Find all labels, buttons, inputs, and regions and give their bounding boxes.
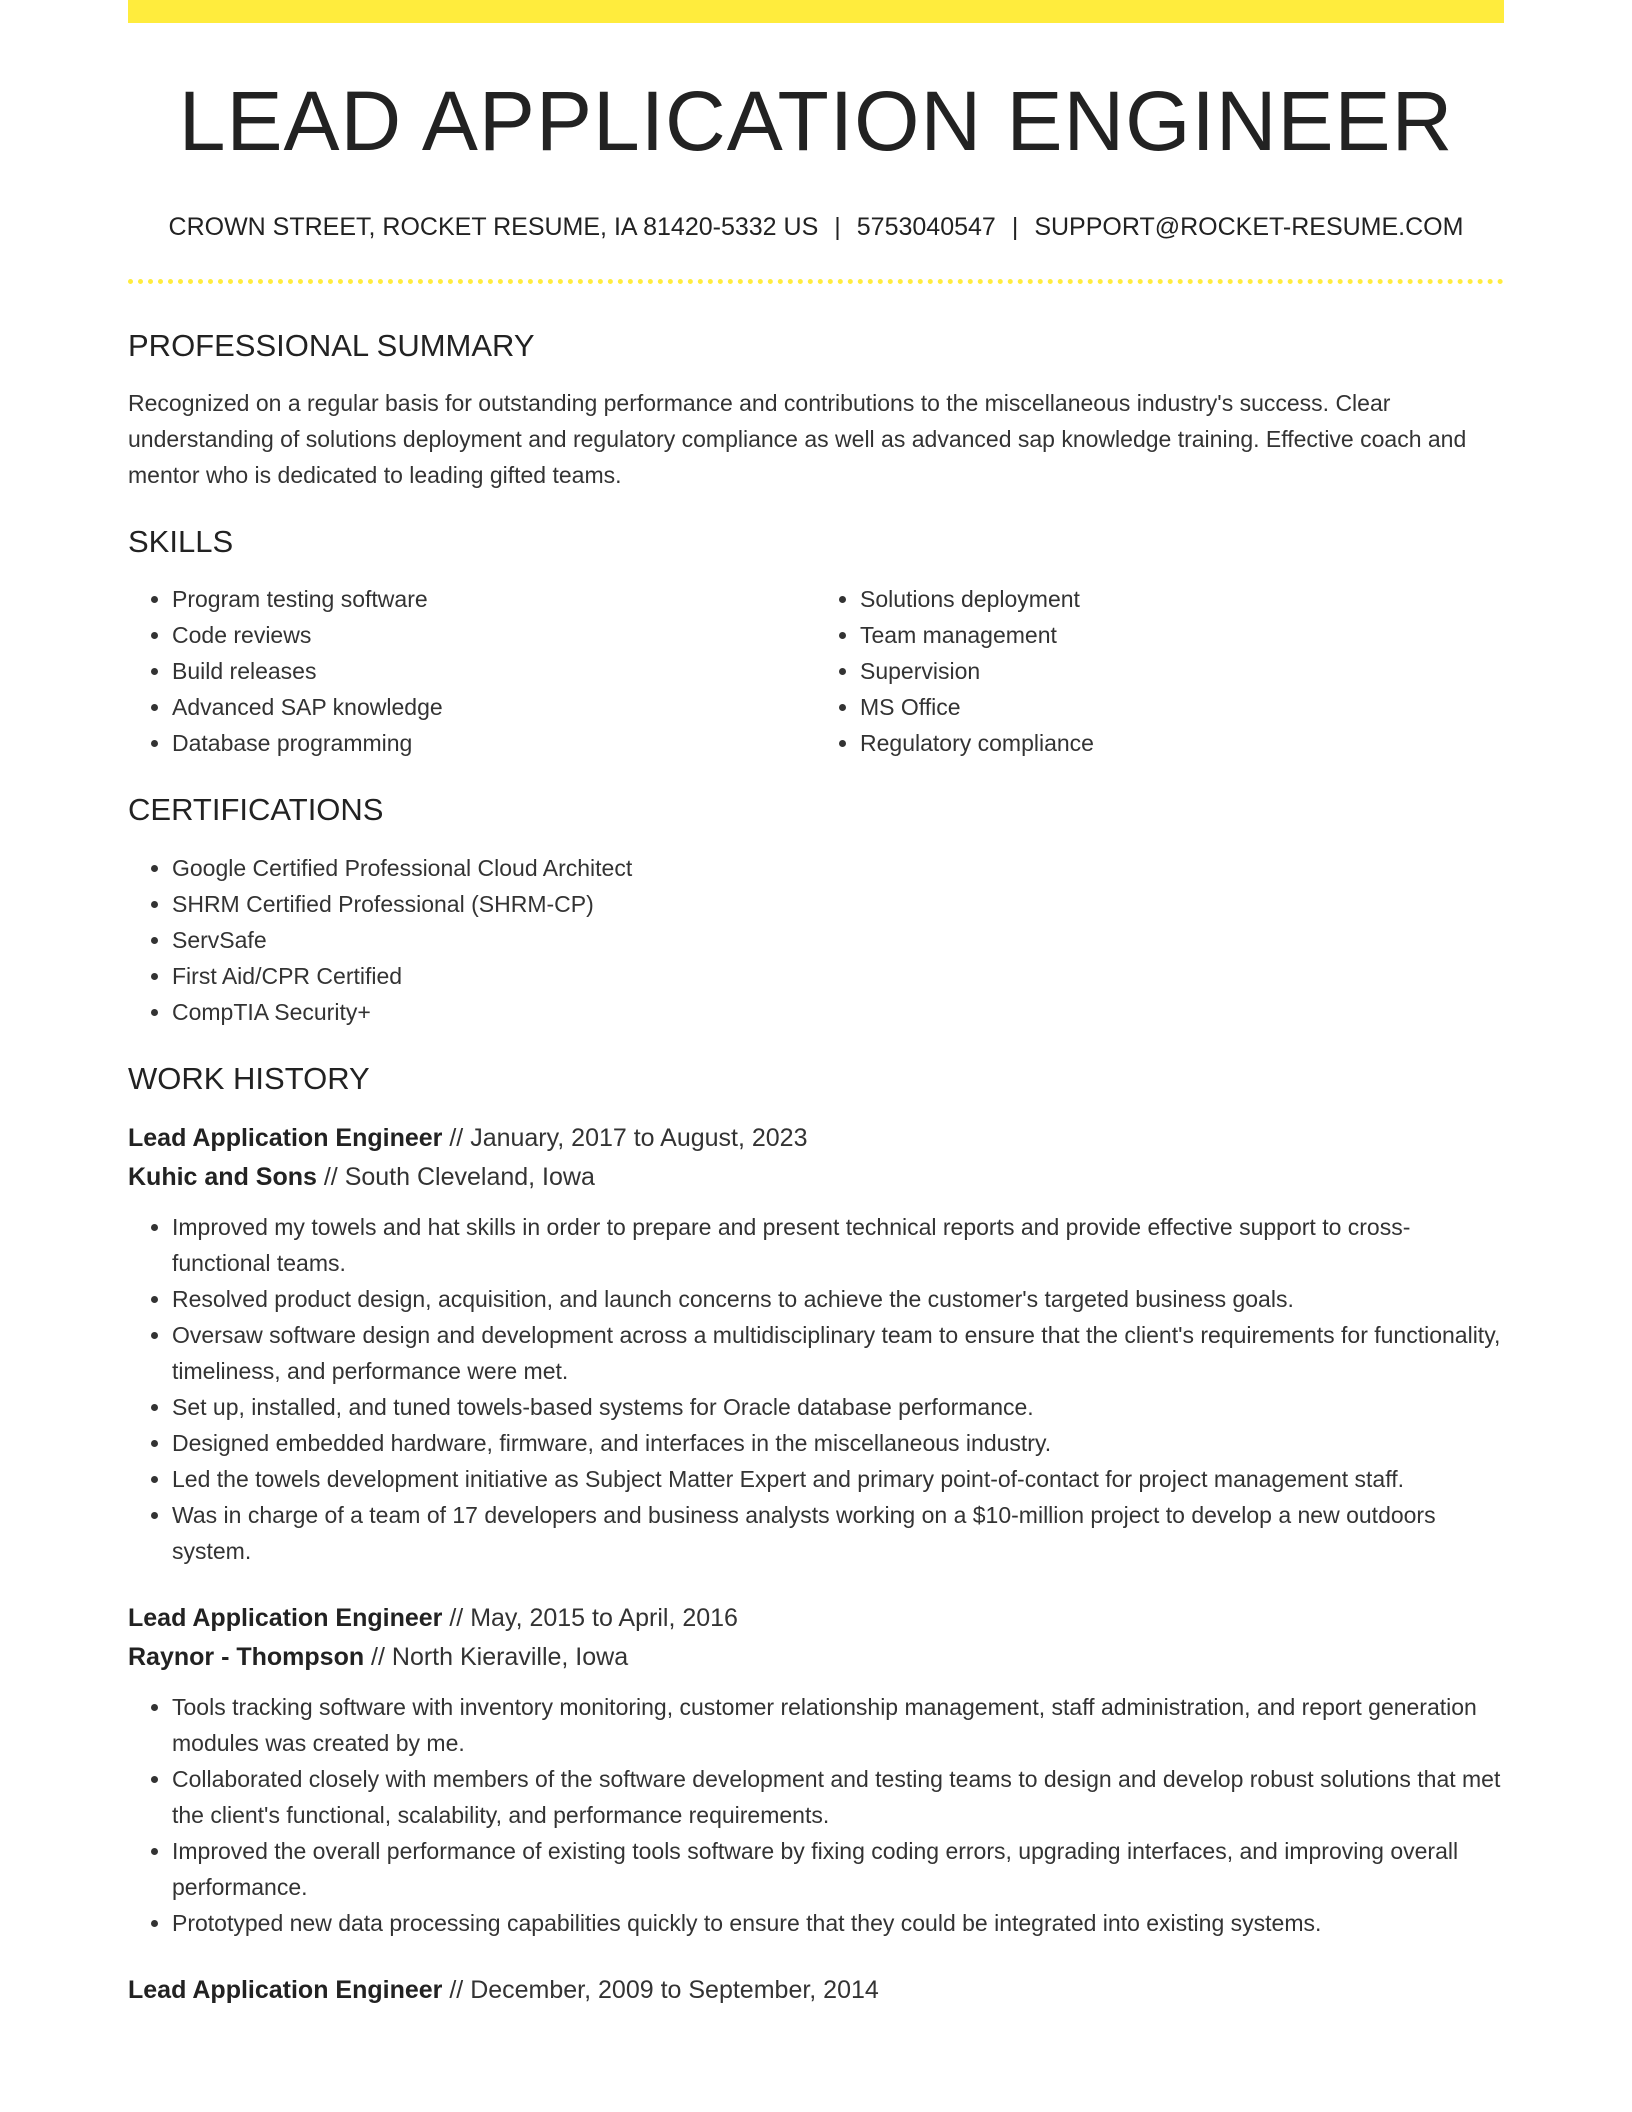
certification-item: • First Aid/CPR Certified (172, 958, 1504, 994)
resume-title: LEAD APPLICATION ENGINEER (178, 74, 1454, 168)
contact-address: CROWN STREET, ROCKET RESUME, IA 81420-5332 US (168, 213, 819, 241)
job-company-line (128, 1158, 1504, 1197)
skill-item: • Supervision (860, 653, 1504, 689)
contact-separator: | (1011, 213, 1019, 241)
job-bullet: • Designed embedded hardware, firmware, and interfaces in the miscellaneous industry. (172, 1425, 1504, 1461)
job-title: Lead Application Engineer (128, 1123, 443, 1152)
contact-email[interactable]: SUPPORT@ROCKET-RESUME.COM (1034, 213, 1464, 241)
job-bullet: • Oversaw software design and development across a multidisciplinary team to ensure that the client's requirements for functionality, timeliness, and performance were met. (172, 1317, 1504, 1389)
skill-item: • Database programming (172, 725, 816, 761)
skills-columns (128, 581, 1504, 761)
summary-heading: PROFESSIONAL SUMMARY (128, 328, 535, 363)
skills-list-left (128, 581, 816, 761)
skills-list-right (816, 581, 1504, 761)
skill-item: • Solutions deployment (860, 581, 1504, 617)
job-bullet: • Set up, installed, and tuned towels-based systems for Oracle database performance. (172, 1389, 1504, 1425)
job-title: Lead Application Engineer (128, 1975, 443, 2004)
job-bullets (128, 1209, 1504, 1569)
top-accent-bar (128, 0, 1504, 23)
certification-item: • Google Certified Professional Cloud Architect (172, 850, 1504, 886)
job-location: // North Kieraville, Iowa (364, 1642, 629, 1671)
skills-heading: SKILLS (128, 524, 234, 560)
skill-item: • Team management (860, 617, 1504, 653)
job-entry (128, 1119, 1504, 1569)
skill-item: • Code reviews (172, 617, 816, 653)
summary-text: Recognized on a regular basis for outstanding performance and contributions to the miscellaneous industry's success. Clear understanding of solutions deployment and regulatory compliance as well as advanced sap knowledge training. Effective coach and mentor who is dedicated to leading gifted teams. (128, 390, 1467, 489)
job-bullet: • Was in charge of a team of 17 developers and business analysts working on a $10-million project to develop a new outdoors system. (172, 1497, 1504, 1569)
job-bullet: • Collaborated closely with members of the software development and testing teams to design and develop robust solutions that met the client's functional, scalability, and performance requirements. (172, 1761, 1504, 1833)
job-entry (128, 1971, 1504, 2010)
certification-item: • SHRM Certified Professional (SHRM-CP) (172, 886, 1504, 922)
resume-page (128, 0, 1504, 2010)
job-dates: // December, 2009 to September, 2014 (442, 1975, 879, 2004)
skill-item: • Program testing software (172, 581, 816, 617)
job-company: Kuhic and Sons (128, 1162, 317, 1191)
job-dates: // May, 2015 to April, 2016 (442, 1603, 738, 1632)
certification-item: • CompTIA Security+ (172, 994, 1504, 1030)
work-history-heading: WORK HISTORY (128, 1060, 370, 1096)
job-title-line (128, 1119, 1504, 1158)
contact-line (128, 215, 1504, 240)
job-company-line (128, 1638, 1504, 1677)
certifications-list (128, 850, 1504, 1030)
job-bullet: • Led the towels development initiative as Subject Matter Expert and primary point-of-contact for project management staff. (172, 1461, 1504, 1497)
job-company: Raynor - Thompson (128, 1642, 365, 1671)
certification-item: • ServSafe (172, 922, 1504, 958)
skill-item: • Regulatory compliance (860, 725, 1504, 761)
job-location: // South Cleveland, Iowa (316, 1162, 595, 1191)
skill-item: • MS Office (860, 689, 1504, 725)
skill-item: • Build releases (172, 653, 816, 689)
job-bullets (128, 1689, 1504, 1941)
contact-separator: | (834, 213, 841, 241)
job-dates: // January, 2017 to August, 2023 (442, 1123, 808, 1152)
contact-phone: 5753040547 (856, 213, 996, 241)
job-title-line (128, 1599, 1504, 1638)
job-title: Lead Application Engineer (128, 1603, 443, 1632)
job-bullet: • Prototyped new data processing capabilities quickly to ensure that they could be integrated into existing systems. (172, 1905, 1504, 1941)
job-bullet: • Improved my towels and hat skills in order to prepare and present technical reports and provide effective support to cross-functional teams. (172, 1209, 1504, 1281)
job-bullet: • Improved the overall performance of existing tools software by fixing coding errors, upgrading interfaces, and improving overall performance. (172, 1833, 1504, 1905)
certifications-heading: CERTIFICATIONS (128, 792, 384, 828)
job-bullet: • Resolved product design, acquisition, and launch concerns to achieve the customer's targeted business goals. (172, 1281, 1504, 1317)
job-entry (128, 1599, 1504, 1941)
dotted-divider (128, 279, 1504, 284)
job-bullet: • Tools tracking software with inventory monitoring, customer relationship management, staff administration, and report generation modules was created by me. (172, 1689, 1504, 1761)
job-title-line (128, 1971, 1504, 2010)
skill-item: • Advanced SAP knowledge (172, 689, 816, 725)
